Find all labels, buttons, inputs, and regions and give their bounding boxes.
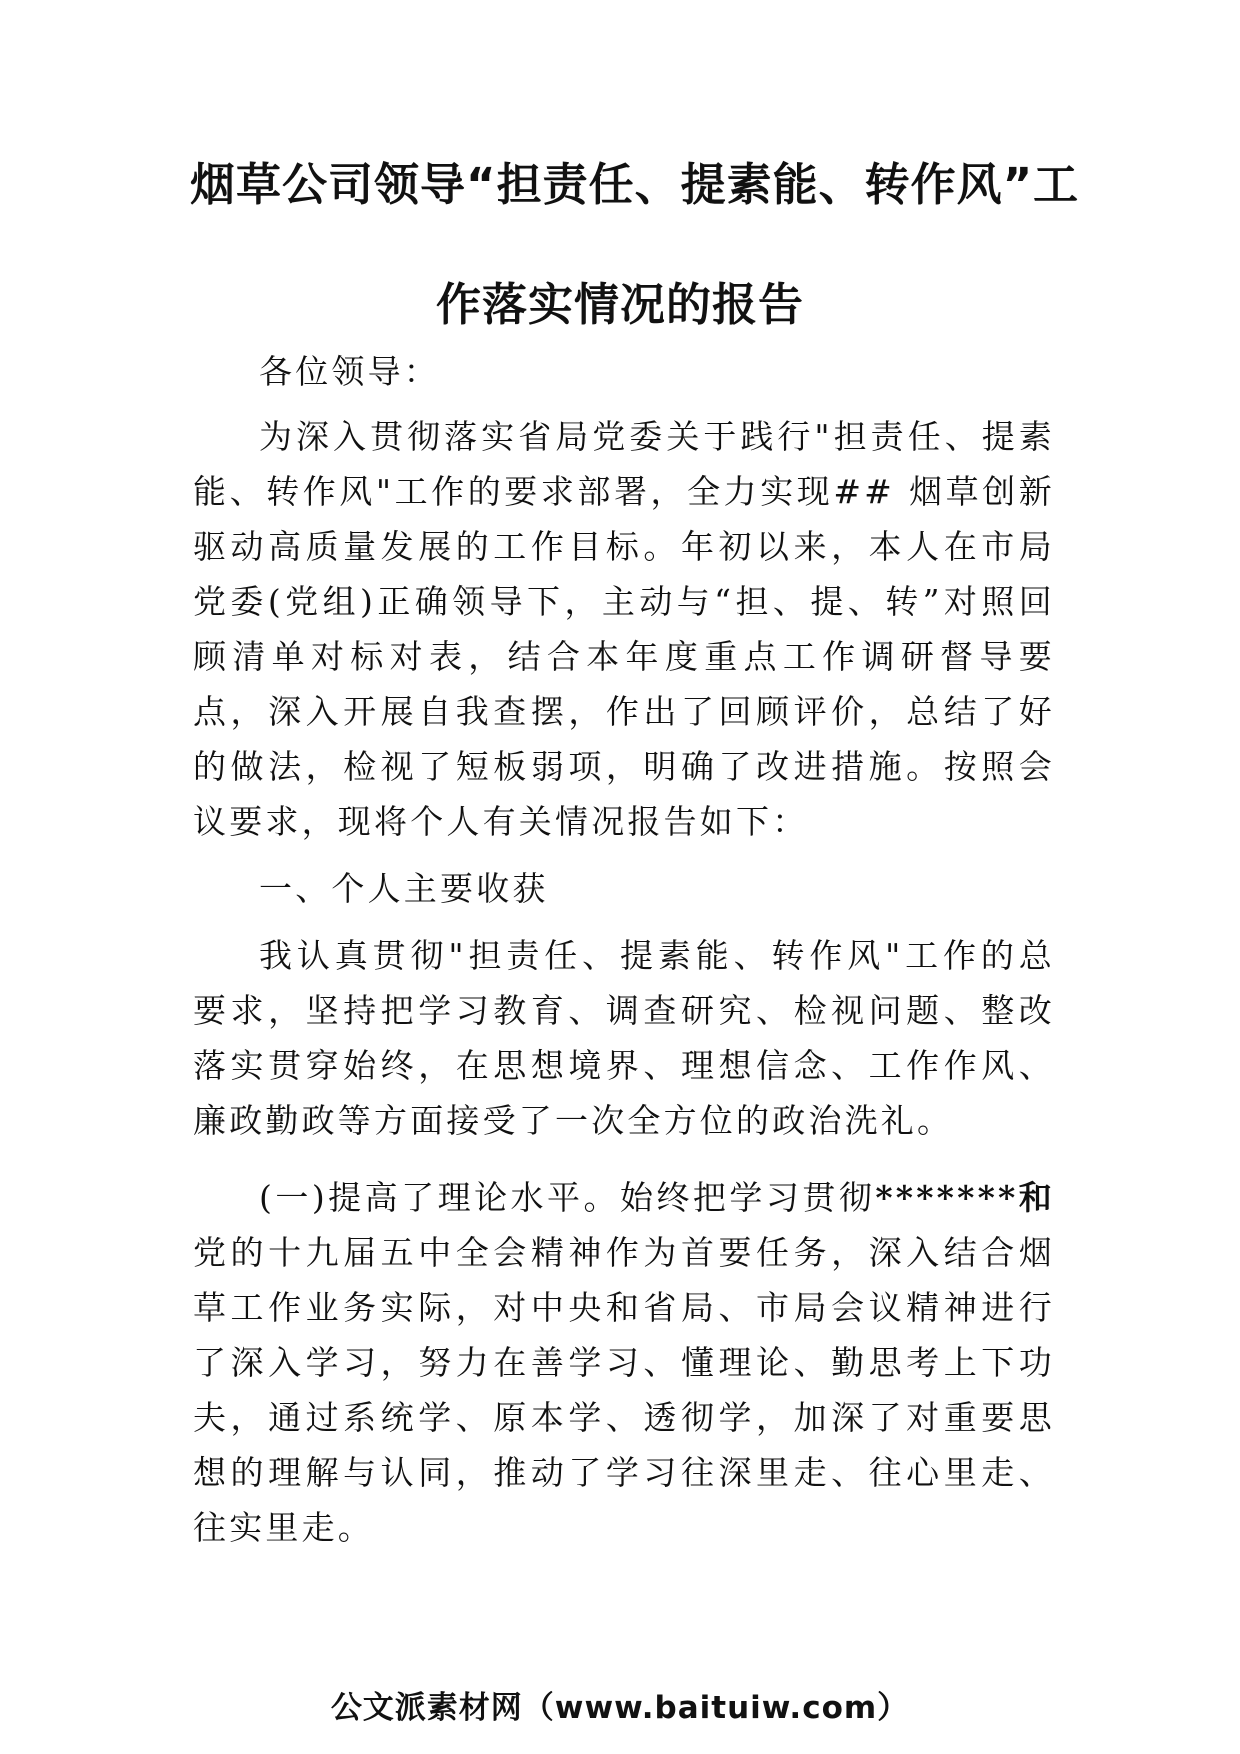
- paragraph-theory-part-2: 党的十九届五中全会精神作为首要任务，深入结合烟草工作业务实际，对中央和省局、市局会议精神进行了深入学习，努力在善学习、懂理论、勤思考上下功夫，通过系统学、原本学、透彻学，加深了对重要思想的理解与认同，推动了学习往深里走、往心里走、往实里走。: [193, 1233, 1055, 1547]
- footer-source: 公文派素材网（www.baituiw.com）: [330, 1690, 910, 1726]
- document-title-line-2: 作落实情况的报告: [435, 278, 804, 331]
- paragraph-intro: 为深入贯彻落实省局党委关于践行"担责任、提素能、转作风"工作的要求部署，全力实现## 烟草创新驱动高质量发展的工作目标。年初以来，本人在市局党委(党组)正确领导下，主动与“担、提、转”对照回顾清单对标对表，结合本年度重点工作调研督导要点，深入开展自我查摆，作出了回顾评价，总结了好的做法，检视了短板弱项，明确了改进措施。按照会议要求，现将个人有关情况报告如下：: [193, 417, 1055, 841]
- paragraph-summary: 我认真贯彻"担责任、提素能、转作风"工作的总要求，坚持把学习教育、调查研究、检视问题、整改落实贯穿始终，在思想境界、理想信念、工作作风、廉政勤政等方面接受了一次全方位的政治洗礼。: [193, 936, 1055, 1140]
- section-heading-1: 一、个人主要收获: [259, 869, 549, 908]
- document-title-line-1: 烟草公司领导“担责任、提素能、转作风”工: [190, 158, 1080, 211]
- redacted-mark: *******和: [875, 1178, 1055, 1217]
- paragraph-theory: [193, 1170, 1055, 1555]
- document-body: [193, 344, 1055, 1555]
- paragraph-theory-part-1: (一)提高了理论水平。始终把学习贯彻: [259, 1178, 876, 1217]
- greeting: 各位领导：: [259, 352, 440, 391]
